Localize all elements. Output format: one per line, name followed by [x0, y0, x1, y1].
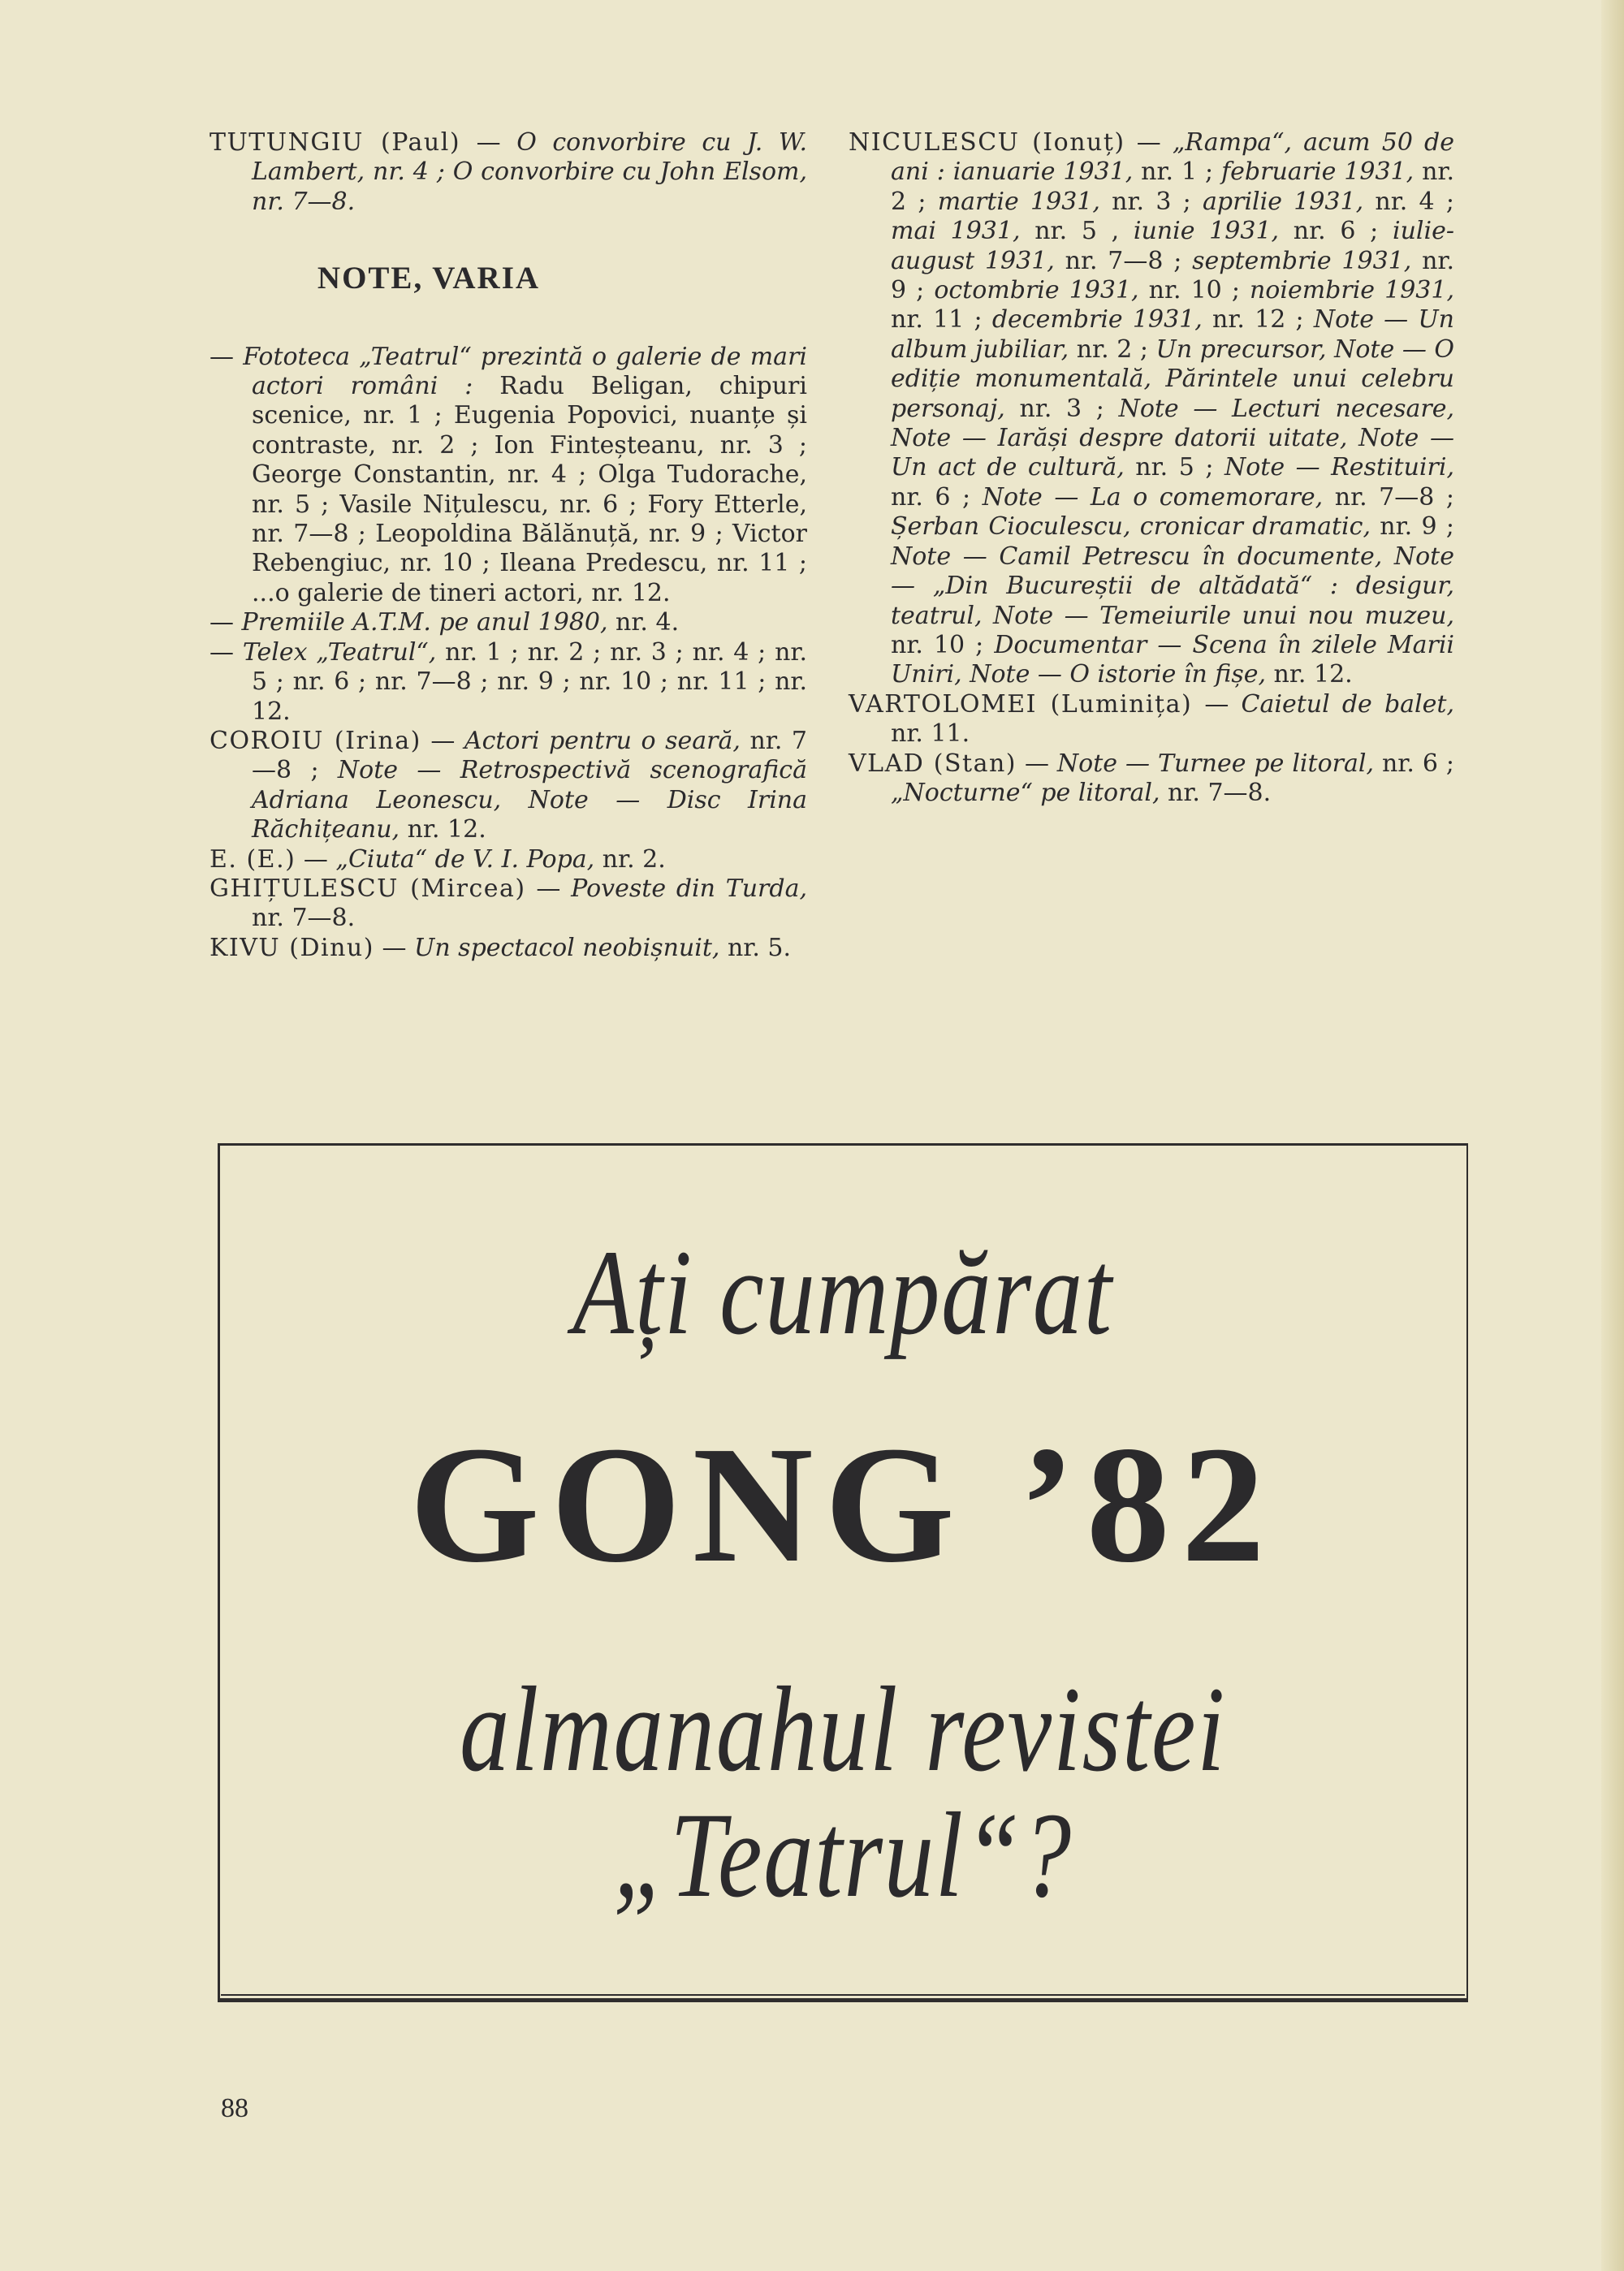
page-number: 88 [221, 2093, 248, 2123]
entry-title: Note — Restituiri, [1224, 453, 1454, 482]
entry-author: TUTUNGIU (Paul) [209, 128, 461, 157]
entry-issues: nr. 5 , [1020, 217, 1134, 246]
entry-dash: — [209, 608, 242, 637]
entry-issues: nr. 4 ; [1363, 187, 1454, 216]
entry-separator: — [1192, 689, 1242, 719]
entry-title: Documentar — Scena în zilele Marii Uniri, Note — O istorie în fișe, [891, 630, 1455, 689]
entry-title: O convorbire cu J. W. Lambert, nr. 4 ; O convorbire cu John Elsom, nr. 7—8. [252, 128, 807, 216]
entry-issues: nr. 7—8 ; [252, 726, 807, 785]
entry-issues: nr. 11. [891, 719, 970, 749]
entry-issues: nr. 5. [719, 933, 792, 962]
entry-issues: nr. 7—8. [252, 904, 356, 933]
index-entry [849, 749, 1454, 809]
entry-issues: nr. 1 ; nr. 2 ; nr. 3 ; nr. 4 ; nr. 5 ; nr. 6 ; nr. 7—8 ; nr. 9 ; nr. 10 ; nr. 11 ; nr. 12. [252, 637, 807, 726]
entry-author: COROIU (Irina) [209, 726, 421, 755]
entry-title: Note — Camil Petrescu în documente, Note — „Din Bucureștii de altădată“ : desigur, teatrul, Note — Temeiurile unui nou muzeu, [891, 542, 1454, 630]
index-column-left [209, 128, 807, 963]
entry-separator: — [460, 128, 517, 157]
entry-author: NICULESCU (Ionuț) [849, 128, 1125, 157]
entry-title: Șerban Cioculescu, cronicar dramatic, [891, 512, 1371, 542]
varia-entry [209, 343, 807, 609]
entry-title: iulie-august 1931, [891, 217, 1455, 275]
ad-headline-line-4: „Teatrul“? [613, 1788, 1073, 1923]
entry-title: Un spectacol neobișnuit, [414, 933, 720, 962]
entry-issues: nr. 10 ; [1138, 276, 1250, 305]
entry-title: Note — La o comemorare, [982, 482, 1324, 512]
entry-issues: nr. 5 ; [1124, 453, 1224, 482]
entry-issues: nr. 2. [594, 844, 666, 874]
index-column-right [849, 128, 1454, 808]
entry-separator: — [296, 844, 336, 874]
entry-issues: nr. 12. [400, 815, 486, 844]
entry-author: VARTOLOMEI (Luminița) [849, 689, 1193, 719]
entry-issues: nr. 7—8. [1160, 778, 1272, 807]
entry-issues: Radu Beligan, chipuri scenice, nr. 1 ; Eugenia Popovici, nuanțe și contraste, nr. 2 ; Ion Finteșteanu, nr. 3 ; George Constantin, nr. 4 ; Olga Tudorache, nr. 5 ; Vasile Nițulescu, nr. 6 ; Fory Etterle, nr. 7—8 ; Leopoldina Bălănuță, nr. 9 ; Victor Rebengiuc, nr. 10 ; Ileana Predescu, nr. 11 ; ...o galerie de tineri actori, nr. 12. [252, 372, 807, 607]
entry-issues: nr. 3 ; [1099, 187, 1203, 216]
entry-issues: nr. 2 ; [891, 158, 1454, 216]
entry-title: Actori pentru o seară, [464, 726, 741, 755]
entry-author: KIVU (Dinu) [209, 933, 374, 962]
varia-entry [209, 638, 807, 727]
entry-title: martie 1931, [937, 187, 1100, 216]
entry-issues: nr. 6 ; [1374, 749, 1454, 778]
entry-separator: — [525, 874, 572, 903]
entry-title: „Ciuta“ de V. I. Popa, [335, 844, 595, 874]
entry-title: Note — Turnee pe litoral, [1056, 749, 1375, 778]
entry-title: noiembrie 1931, [1249, 276, 1454, 305]
index-entry [209, 934, 807, 963]
index-entry [849, 128, 1454, 690]
entry-title: „Nocturne“ pe litoral, [891, 778, 1160, 807]
entry-issues: nr. 11 ; [891, 305, 992, 335]
entry-issues: nr. 9 ; [1371, 512, 1454, 542]
section-heading: NOTE, VARIA [317, 261, 541, 296]
varia-entry [209, 608, 807, 637]
page-edge-shadow [1601, 0, 1624, 2271]
entry-title: Caietul de balet, [1241, 689, 1454, 719]
entry-issues: nr. 6 ; [1279, 217, 1393, 246]
index-entry [849, 690, 1454, 749]
ad-headline-line-3: almanahul revistei [460, 1662, 1226, 1797]
entry-author: GHIȚULESCU (Mircea) [209, 874, 526, 903]
entry-issues: nr. 2 ; [1069, 335, 1156, 364]
index-entry [209, 727, 807, 845]
ad-headline-title: GONG ’82 [409, 1411, 1276, 1597]
entry-issues: nr. 7—8 ; [1054, 246, 1193, 275]
entry-title: Note — Lecturi necesare, Note — Iarăși despre datorii uitate, Note — Un act de cultură, [891, 394, 1454, 482]
entry-issues: nr. 3 ; [1004, 394, 1119, 423]
entry-separator: — [374, 933, 415, 962]
index-entry [209, 874, 807, 934]
entry-title: Fototeca „Teatrul“ prezintă o galerie de mari actori români : [243, 342, 808, 401]
index-entry [209, 845, 807, 874]
entry-separator: — [421, 726, 464, 755]
entry-title: mai 1931, [891, 217, 1021, 246]
entry-issues: nr. 12 ; [1202, 305, 1314, 335]
entry-title: septembrie 1931, [1192, 246, 1412, 275]
entry-issues: nr. 6 ; [891, 482, 983, 512]
entry-issues: nr. 10 ; [891, 630, 995, 659]
entry-title: Premiile A.T.M. pe anul 1980, [241, 608, 608, 637]
entry-title: aprilie 1931, [1203, 187, 1364, 216]
entry-title: iunie 1931, [1133, 217, 1280, 246]
entry-issues: nr. 7—8 ; [1323, 482, 1454, 512]
entry-title: Telex „Teatrul“, [242, 637, 437, 667]
entry-separator: — [1017, 749, 1057, 778]
index-entry [209, 128, 807, 217]
entry-issues: nr. 9 ; [891, 246, 1454, 305]
entry-author: E. (E.) [209, 844, 296, 874]
entry-title: decembrie 1931, [991, 305, 1203, 335]
entry-title: Note — Un album jubiliar, [891, 305, 1454, 364]
entry-title: Note — Retrospectivă scenografică Adriana Leonescu, Note — Disc Irina Răchițeanu, [252, 756, 807, 844]
entry-issues: nr. 12. [1266, 660, 1353, 689]
entry-title: octombrie 1931, [934, 276, 1139, 305]
entry-dash: — [209, 342, 244, 371]
entry-title: Un precursor, Note — O ediție monumentală, Părintele unui celebru personaj, [891, 335, 1454, 423]
ad-headline-line-1: Ați cumpărat [572, 1225, 1113, 1360]
entry-issues: nr. 4. [607, 608, 680, 637]
entry-title: Poveste din Turda, [571, 874, 807, 903]
entry-author: VLAD (Stan) [849, 749, 1017, 778]
entry-separator: — [1125, 128, 1173, 157]
entry-issues: nr. 1 ; [1133, 158, 1222, 187]
entry-dash: — [209, 637, 243, 667]
entry-title: „Rampa“, acum 50 de ani : ianuarie 1931, [891, 128, 1454, 187]
entry-title: februarie 1931, [1221, 158, 1415, 187]
